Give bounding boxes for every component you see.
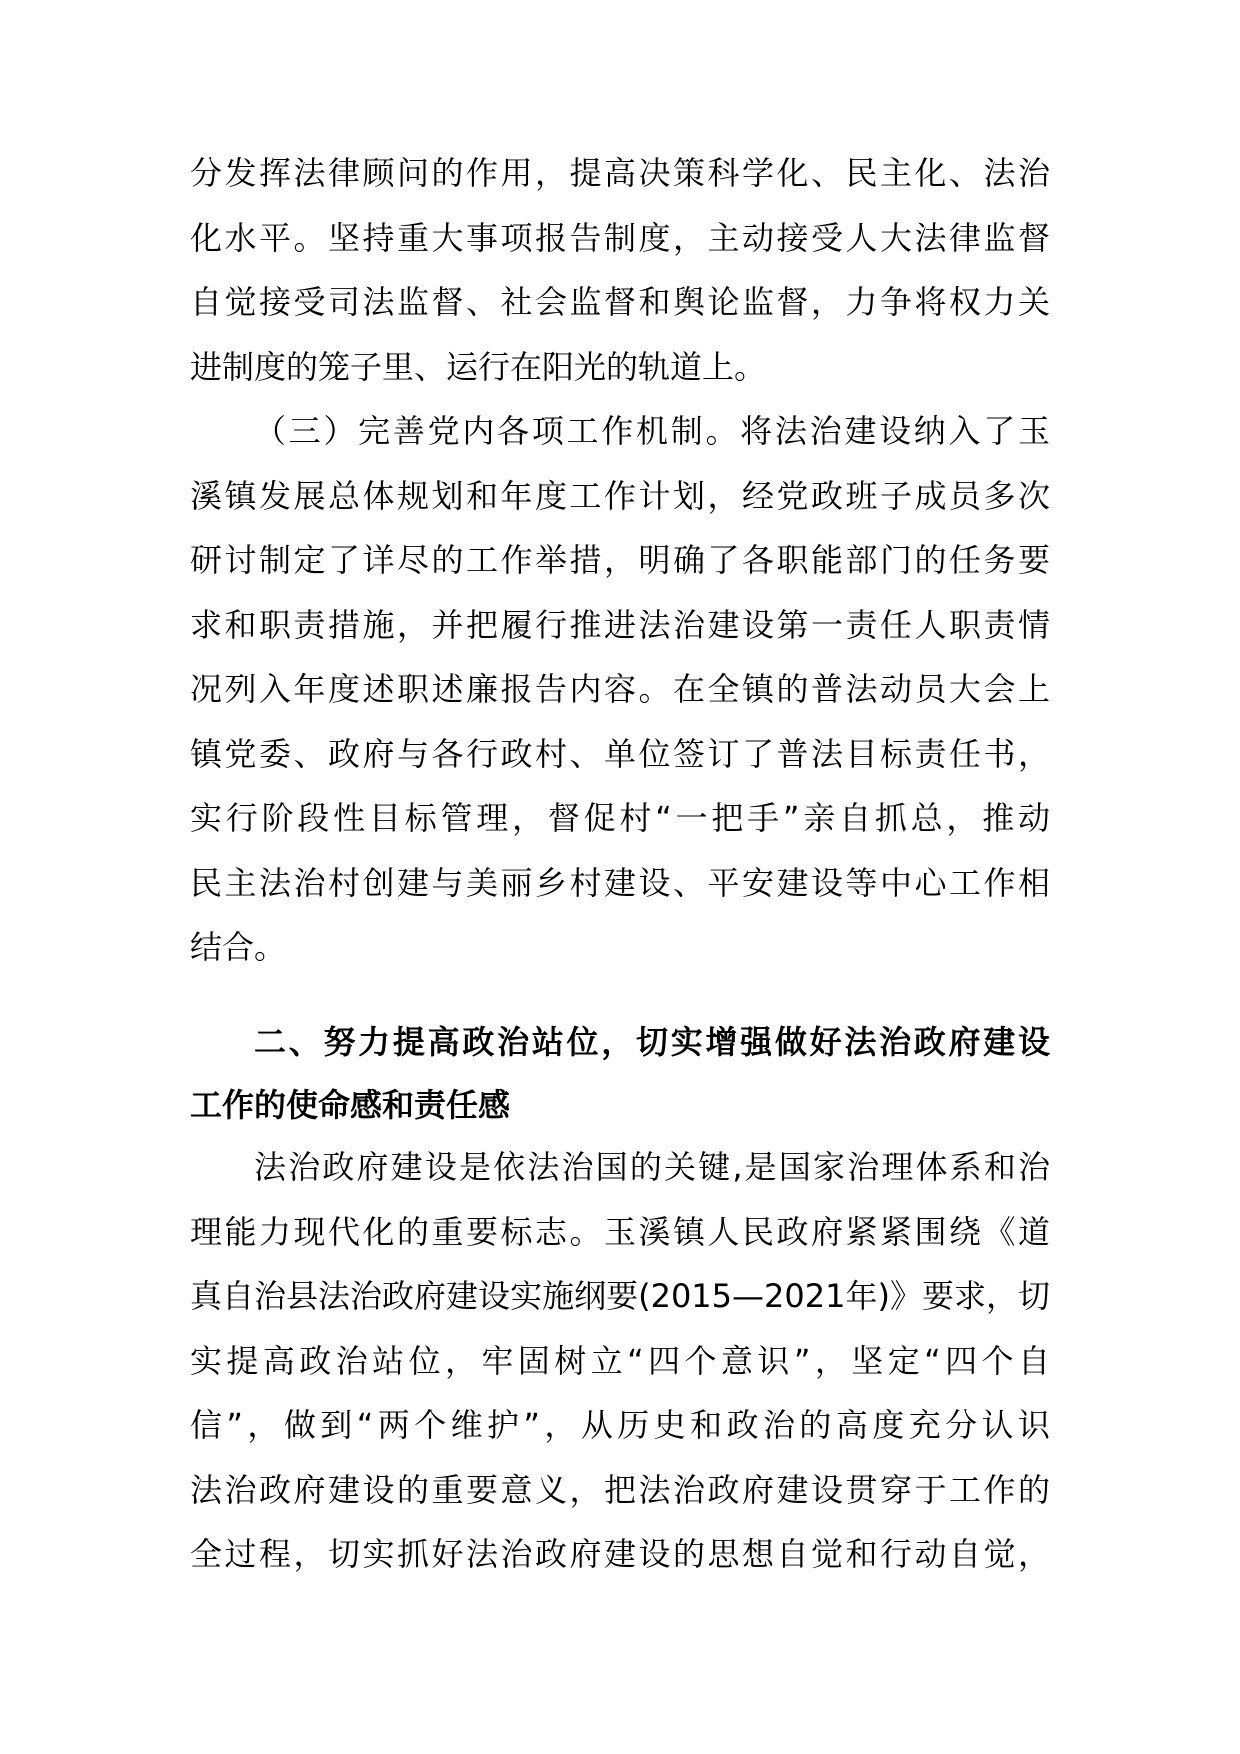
text-line: 镇党委、政府与各行政村、单位签订了普法目标责任书， — [190, 734, 1050, 773]
text-line: 法治政府建设是依法治国的关键,是国家治理体系和治 — [254, 1148, 1050, 1186]
paragraph-continued — [190, 141, 1050, 399]
heading-line: 二、努力提高政治站位，切实增强做好法治政府建设 — [254, 1023, 1050, 1061]
text-line: 全过程，切实抓好法治政府建设的思想自觉和行动自觉， — [190, 1535, 1050, 1573]
text-line: 结合。 — [190, 928, 287, 966]
heading-line: 工作的使命感和责任感 — [190, 1086, 511, 1124]
text-line: 自觉接受司法监督、社会监督和舆论监督，力争将权力关 — [190, 283, 1050, 321]
text-line: 研讨制定了详尽的工作举措，明确了各职能部门的任务要 — [190, 541, 1050, 579]
paragraph-section-three — [190, 399, 1050, 980]
text-line: 分发挥法律顾问的作用，提高决策科学化、民主化、法治 — [190, 154, 1050, 192]
section-heading-two — [190, 1011, 1050, 1137]
text-line: 溪镇发展总体规划和年度工作计划，经党政班子成员多次 — [190, 476, 1050, 515]
text-line: （三）完善党内各项工作机制。将法治建设纳入了玉 — [254, 412, 1050, 450]
text-line: 况列入年度述职述廉报告内容。在全镇的普法动员大会上 — [190, 670, 1050, 708]
text-line: 实提高政治站位，牢固树立“四个意识”，坚定“四个自 — [190, 1341, 1050, 1380]
text-line: 进制度的笼子里、运行在阳光的轨道上。 — [190, 347, 767, 386]
text-line: 真自治县法治政府建设实施纲要(2015—2021年)》要求，切 — [190, 1277, 1050, 1315]
text-line: 民主法治村创建与美丽乡村建设、平安建设等中心工作相 — [190, 863, 1050, 902]
text-line: 信”，做到“两个维护”，从历史和政治的高度充分认识 — [190, 1406, 1050, 1444]
text-line: 化水平。坚持重大事项报告制度，主动接受人大法律监督 — [190, 218, 1050, 257]
paragraph-section-two-body — [190, 1135, 1050, 1587]
text-line: 法治政府建设的重要意义，把法治政府建设贯穿于工作的 — [190, 1470, 1050, 1509]
text-line: 实行阶段性目标管理，督促村“一把手”亲自抓总，推动 — [190, 799, 1050, 837]
text-line: 求和职责措施，并把履行推进法治建设第一责任人职责情 — [190, 605, 1050, 644]
text-line: 理能力现代化的重要标志。玉溪镇人民政府紧紧围绕《道 — [190, 1212, 1050, 1251]
